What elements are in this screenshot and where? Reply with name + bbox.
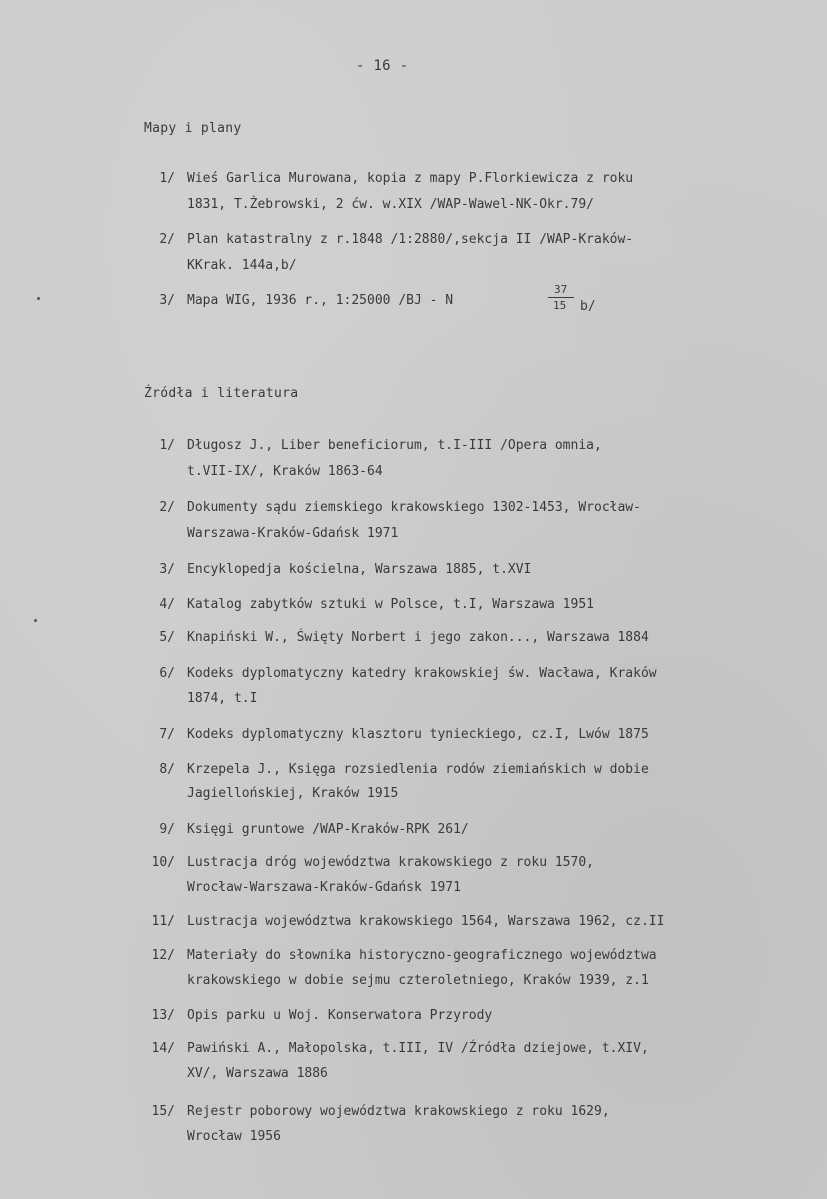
item-number: 2/ bbox=[159, 232, 175, 247]
item-number: 12/ bbox=[151, 948, 175, 963]
item-text: Materiały do słownika historyczno-geograficznego województwa bbox=[187, 948, 657, 963]
item-text: Krzepela J., Księga rozsiedlenia rodów ziemiańskich w dobie bbox=[187, 762, 649, 777]
item-number: 2/ bbox=[159, 500, 175, 515]
item-text: XV/, Warszawa 1886 bbox=[187, 1066, 328, 1081]
item-text: Księgi gruntowe /WAP-Kraków-RPK 261/ bbox=[187, 822, 469, 837]
item-number: 1/ bbox=[159, 438, 175, 453]
item-text: Kodeks dyplomatyczny klasztoru tynieckiego, cz.I, Lwów 1875 bbox=[187, 727, 649, 742]
item-text: Katalog zabytków sztuki w Polsce, t.I, Warszawa 1951 bbox=[187, 597, 594, 612]
item-text: Lustracja dróg województwa krakowskiego z roku 1570, bbox=[187, 855, 594, 870]
item-text: krakowskiego w dobie sejmu czteroletniego, Kraków 1939, z.1 bbox=[187, 973, 649, 988]
fraction-denominator: 15 bbox=[553, 299, 567, 312]
item-text: Knapiński W., Święty Norbert i jego zakon..., Warszawa 1884 bbox=[187, 630, 649, 645]
fraction-bar bbox=[548, 297, 574, 298]
fraction-numerator: 37 bbox=[554, 283, 568, 296]
item-number: 1/ bbox=[159, 171, 175, 186]
item-text: Warszawa-Kraków-Gdańsk 1971 bbox=[187, 526, 399, 541]
section-heading-maps: Mapy i plany bbox=[144, 121, 242, 136]
item-text: Pawiński A., Małopolska, t.III, IV /Źródła dziejowe, t.XIV, bbox=[187, 1041, 649, 1056]
item-text: Rejestr poborowy województwa krakowskiego z roku 1629, bbox=[187, 1104, 610, 1119]
item-text: KKrak. 144a,b/ bbox=[187, 258, 297, 273]
item-number: 3/ bbox=[159, 562, 175, 577]
item-text: Lustracja województwa krakowskiego 1564, Warszawa 1962, cz.II bbox=[187, 914, 665, 929]
scan-speck bbox=[34, 619, 37, 622]
item-number: 9/ bbox=[159, 822, 175, 837]
item-text: Plan katastralny z r.1848 /1:2880/,sekcja II /WAP-Kraków- bbox=[187, 232, 634, 247]
item-number: 4/ bbox=[159, 597, 175, 612]
item-text: 1831, T.Żebrowski, 2 ćw. w.XIX /WAP-Wawel-NK-Okr.79/ bbox=[187, 197, 594, 212]
item-number: 11/ bbox=[151, 914, 175, 929]
item-number: 5/ bbox=[159, 630, 175, 645]
item-number: 8/ bbox=[159, 762, 175, 777]
item-number: 3/ bbox=[159, 293, 175, 308]
item-text: Mapa WIG, 1936 r., 1:25000 /BJ - N bbox=[187, 293, 454, 308]
item-text-suffix: b/ bbox=[580, 299, 596, 314]
item-text: Wrocław-Warszawa-Kraków-Gdańsk 1971 bbox=[187, 880, 461, 895]
item-text: 1874, t.I bbox=[187, 691, 258, 706]
section-heading-sources: Źródła i literatura bbox=[144, 386, 299, 401]
scan-speck bbox=[37, 297, 40, 300]
item-number: 15/ bbox=[151, 1104, 175, 1119]
item-number: 14/ bbox=[151, 1041, 175, 1056]
item-text: Wrocław 1956 bbox=[187, 1129, 281, 1144]
item-number: 10/ bbox=[151, 855, 175, 870]
item-text: Opis parku u Woj. Konserwatora Przyrody bbox=[187, 1008, 493, 1023]
item-text: Wieś Garlica Murowana, kopia z mapy P.Florkiewicza z roku bbox=[187, 171, 634, 186]
item-text: Dokumenty sądu ziemskiego krakowskiego 1302-1453, Wrocław- bbox=[187, 500, 641, 515]
item-text: t.VII-IX/, Kraków 1863-64 bbox=[187, 464, 383, 479]
item-number: 13/ bbox=[151, 1008, 175, 1023]
item-text: Jagiellońskiej, Kraków 1915 bbox=[187, 786, 399, 801]
item-text: Encyklopedja kościelna, Warszawa 1885, t.XVI bbox=[187, 562, 532, 577]
item-text: Długosz J., Liber beneficiorum, t.I-III /Opera omnia, bbox=[187, 438, 602, 453]
item-number: 6/ bbox=[159, 666, 175, 681]
page-number: - 16 - bbox=[356, 58, 409, 74]
item-number: 7/ bbox=[159, 727, 175, 742]
item-text: Kodeks dyplomatyczny katedry krakowskiej św. Wacława, Kraków bbox=[187, 666, 657, 681]
